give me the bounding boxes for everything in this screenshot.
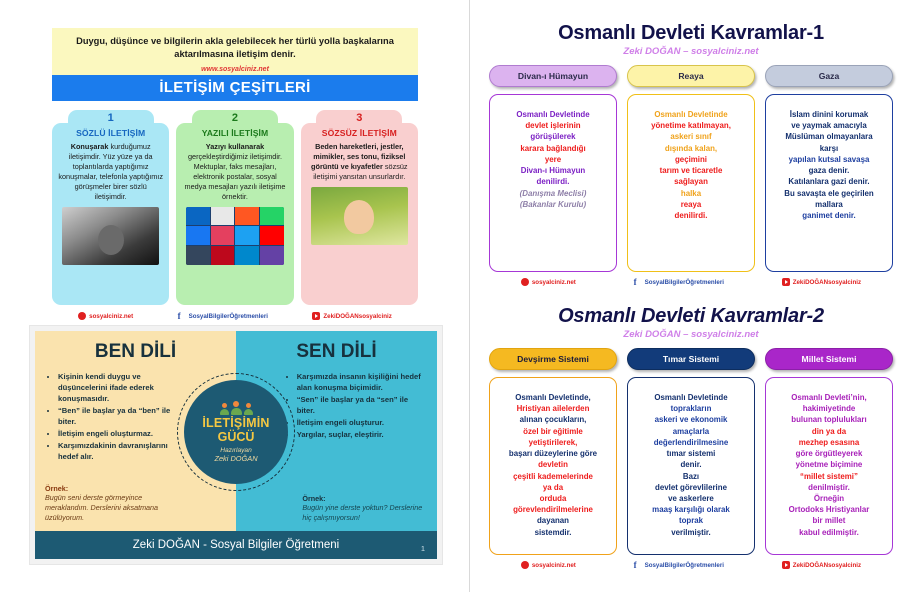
column-body-3: sözsüz iletişimi yansıtan unsurlardır. — [313, 162, 408, 182]
column-sozlu-iletisim — [52, 110, 169, 306]
social-pinterest[interactable] — [521, 278, 576, 286]
photo-face-shape — [344, 200, 374, 234]
column-card-2 — [176, 123, 293, 305]
column-title-1: SÖZLÜ İLETİŞİM — [76, 128, 146, 139]
card-line: Divan-ı Hümayun — [520, 166, 586, 176]
card-line: geçimini — [674, 154, 707, 164]
social-label: sosyalciniz.net — [531, 278, 576, 286]
card-line: devletin — [538, 460, 568, 470]
social-youtube[interactable] — [312, 312, 391, 320]
column-number-1: 1 — [107, 111, 114, 124]
smiling-child-photo — [311, 187, 408, 245]
facebook-icon: f — [177, 311, 181, 322]
card-line: göre örgütleyerek — [795, 449, 863, 459]
card-line: değerlendirilmesine — [653, 437, 729, 447]
card-line: denilmiştir. — [808, 482, 850, 492]
card-line: yönetme biçimine — [795, 460, 863, 470]
card-line: bir millet — [812, 516, 846, 526]
card-line: Osmanlı Devletinde — [516, 110, 590, 119]
column-title-2: YAZILI İLETİŞİM — [201, 128, 269, 139]
card-content — [489, 377, 617, 555]
card-pill-label[interactable]: Devşirme Sistemi — [489, 348, 617, 370]
card-line: yapılan kutsal savaşa — [788, 154, 870, 164]
column-number-2: 2 — [231, 111, 239, 124]
right-page — [470, 0, 912, 592]
card-pill-label[interactable]: Reaya — [627, 65, 755, 87]
card-line: amaçlarla — [672, 426, 710, 436]
facebook-icon: f — [633, 277, 637, 287]
section2-social-row — [470, 561, 912, 569]
sen-dili-example — [302, 494, 427, 523]
dil-inner — [35, 331, 437, 559]
example-label: Örnek: — [302, 493, 326, 503]
card-line: alınan çocukların, — [519, 415, 587, 425]
list-item: • İletişim engeli oluşturur. — [297, 417, 427, 428]
slide-ben-dili-sen-dili — [30, 326, 442, 564]
slide-title-banner: İLETİŞİM ÇEŞİTLERİ — [52, 75, 418, 101]
communication-type-columns — [52, 110, 418, 306]
card-pill-label[interactable]: Millet Sistemi — [765, 348, 893, 370]
section-kavramlar-1 — [470, 22, 912, 286]
card-line: Bu savaşta ele geçirilen — [784, 188, 874, 198]
section2-title: Osmanlı Devleti Kavramlar-2 — [558, 305, 824, 327]
card-line: Osmanlı Devletinde, — [515, 393, 591, 402]
section2-subtitle: Zeki DOĞAN – sosyalciniz.net — [623, 329, 759, 340]
social-label: ZekiDOĞANsosyalciniz — [323, 312, 392, 320]
card-line: denilirdi. — [674, 210, 708, 220]
card-line: “millet sistemi” — [800, 471, 858, 481]
badge-prepared-by-label: Hazırlayan — [220, 446, 252, 454]
card-line: din ya da — [811, 426, 847, 436]
person-head — [246, 403, 251, 408]
column-title-3: SÖZSÜZ İLETİŞİM — [321, 128, 397, 139]
card-line: bulunan toplulukları — [791, 415, 867, 425]
social-youtube[interactable] — [782, 561, 861, 569]
card-line: orduda — [539, 493, 567, 503]
card-line: yönetime katılmayan, — [651, 121, 731, 131]
tile-blank-icon — [211, 207, 235, 226]
twitch-icon — [260, 246, 284, 265]
social-label: SosyalBilgilerÖğretmenleri — [644, 561, 724, 569]
card-line: Katılanlara gazi denir. — [788, 177, 870, 187]
card-line: Ortodoks Hristiyanlar — [788, 505, 870, 515]
card-line: tarım ve ticaretle — [659, 166, 723, 176]
social-youtube[interactable] — [782, 278, 861, 286]
section1-social-row — [470, 278, 912, 286]
card-line: ve yaymak amacıyla — [791, 121, 867, 131]
social-pinterest[interactable] — [521, 561, 576, 569]
page-number: 1 — [420, 544, 425, 553]
card-reaya — [627, 65, 755, 272]
card-line: başarı düzeylerine göre — [508, 449, 598, 459]
column-card-1 — [52, 123, 169, 305]
badge-circle — [184, 380, 288, 484]
card-line: karara bağlandığı — [520, 143, 586, 153]
social-label: sosyalciniz.net — [89, 312, 134, 320]
twitter-icon — [235, 226, 259, 245]
youtube-icon — [782, 561, 790, 569]
photo-face-shape — [98, 225, 124, 255]
card-divan-i-humayun — [489, 65, 617, 272]
card-pill-label[interactable]: Divan-ı Hümayun — [489, 65, 617, 87]
person-body — [244, 409, 253, 415]
sen-dili-title: SEN DİLİ — [296, 341, 377, 362]
card-content — [765, 94, 893, 272]
facebook-icon: f — [633, 560, 637, 570]
list-item: • “Sen” ile başlar ya da “sen” ile biter. — [297, 394, 427, 416]
column-number-3: 3 — [356, 111, 363, 124]
card-line: verilmiştir. — [671, 527, 711, 537]
pinterest-tile-icon — [211, 246, 235, 265]
instagram-icon — [211, 226, 235, 245]
person-icon — [220, 403, 229, 415]
social-pinterest[interactable] — [78, 312, 133, 320]
slide1-social-row — [52, 312, 418, 320]
column-card-3 — [301, 123, 418, 305]
example-label: Örnek: — [45, 483, 69, 493]
card-line: yetiştirilerek, — [528, 437, 578, 447]
section2-cards — [470, 348, 912, 555]
tumblr-icon — [186, 246, 210, 265]
youtube-icon — [782, 278, 790, 286]
card-line: çeşitli kademelerinde — [513, 471, 593, 481]
definition-banner: Duygu, düşünce ve bilgilerin akla gelebilecek her türlü yolla başkalarına aktarılmasına iletişim denir. — [52, 28, 418, 66]
card-line: karşı — [819, 143, 839, 153]
pinterest-icon — [521, 278, 529, 286]
column-body-1: kurduğumuz iletişimdir. Yüz yüze ya da toplantılarda yaptığımız konuşmalar, telefonla yaptığımız görüşmeler birer sözlü iletişimdir. — [58, 142, 163, 201]
card-line: mezhep esasına — [798, 437, 860, 447]
telegram-icon — [235, 246, 259, 265]
list-item: • Karşımızdakinin davranışlarını hedef alır. — [58, 440, 188, 462]
site-url: www.sosyalciniz.net — [52, 66, 418, 75]
card-line: reaya — [680, 199, 702, 209]
slide-iletisim-cesitleri — [52, 28, 418, 322]
card-line: toprakların — [670, 404, 712, 414]
facebook-tile-icon — [186, 226, 210, 245]
footer-text: Zeki DOĞAN - Sosyal Bilgiler Öğretmeni — [132, 539, 340, 551]
card-line: ve askerlere — [668, 493, 714, 503]
social-facebook[interactable] — [634, 561, 724, 569]
social-label: SosyalBilgilerÖğretmenleri — [188, 312, 268, 320]
card-line: toprak — [678, 516, 704, 526]
card-pill-label[interactable]: Tımar Sistemi — [627, 348, 755, 370]
card-gaza — [765, 65, 893, 272]
card-line: devlet görevlilerine — [655, 482, 727, 492]
badge-line-1: İLETİŞİMİN — [202, 416, 270, 431]
card-timar-sistemi — [627, 348, 755, 555]
column-text-3 — [307, 142, 412, 181]
social-label: SosyalBilgilerÖğretmenleri — [644, 278, 724, 286]
card-line: Bazı — [682, 471, 700, 481]
example-text: Bugün yine derste yoktun? Derslerine hiç çalışmıyorsun! — [302, 502, 423, 522]
section1-cards — [470, 65, 912, 272]
column-lead-2: Yazıyı kullanarak — [205, 142, 265, 152]
card-content — [489, 94, 617, 272]
badge-author-name: Zeki DOĞAN — [214, 453, 258, 463]
card-line: İslam dinini korumak — [789, 110, 869, 119]
card-line: tımar sistemi — [666, 449, 716, 459]
card-line: özel bir eğitimle — [523, 426, 583, 436]
card-line: dayanan — [536, 516, 569, 526]
card-line: ganimet denir. — [802, 210, 856, 220]
card-line: Osmanlı Devleti’nin, — [791, 393, 867, 402]
column-text-2 — [182, 142, 287, 201]
person-body — [220, 409, 229, 415]
column-sozsuz-iletisim — [301, 110, 418, 306]
social-media-icons-photo — [186, 207, 283, 265]
whatsapp-icon — [260, 207, 284, 226]
list-item: • “Ben” ile başlar ya da “ben” ile biter. — [58, 405, 188, 427]
person-body — [231, 408, 242, 415]
card-line: Osmanlı Devletinde — [654, 393, 728, 402]
column-lead-3: Beden hareketleri, jestler, mimikler, ses tonu, fiziksel görüntü ve kıyafetler — [311, 142, 406, 172]
person-head — [222, 403, 227, 408]
pinterest-icon — [78, 312, 86, 320]
ben-dili-example — [45, 484, 170, 523]
section1-title: Osmanlı Devleti Kavramlar-1 — [558, 22, 824, 44]
card-line: mallara — [815, 199, 843, 209]
card-line: sistemdir. — [534, 527, 572, 537]
card-line: devlet işlerinin — [525, 121, 581, 131]
badge-line-2: GÜCÜ — [217, 429, 255, 444]
card-line: denir. — [680, 460, 702, 470]
list-item: • Yargılar, suçlar, eleştirir. — [297, 429, 427, 440]
social-facebook[interactable] — [634, 278, 724, 286]
iletisimin-gucu-badge — [177, 373, 295, 491]
card-line: Hristiyan ailelerden — [516, 404, 590, 414]
card-line: askeri sınıf — [670, 132, 712, 142]
column-body-2: gerçekleştirdiğimiz iletişimdir. Mektuplar, faks mesajları, elektronik postalar, sosyal medya mesajları yazılı iletişime örnektir. — [184, 152, 286, 201]
card-line: Müslüman olmayanlara — [785, 132, 873, 142]
list-item: • Kişinin kendi duygu ve düşüncelerini ifade ederek konuşmasıdır. — [58, 371, 188, 404]
section1-subtitle: Zeki DOĞAN – sosyalciniz.net — [623, 46, 759, 57]
card-line: ya da — [542, 482, 564, 492]
pinterest-icon — [521, 561, 529, 569]
card-millet-sistemi — [765, 348, 893, 555]
ben-dili-list — [45, 371, 188, 462]
person-icon — [231, 401, 242, 415]
column-lead-1: Konuşarak — [70, 142, 109, 152]
person-head — [233, 401, 239, 407]
child-on-phone-photo — [62, 207, 159, 265]
people-group-icon — [220, 401, 253, 415]
card-line: gaza denir. — [808, 166, 850, 176]
social-icon-grid — [186, 207, 283, 265]
card-line: görüşülerek — [530, 132, 576, 142]
social-label: ZekiDOĞANsosyalciniz — [792, 278, 862, 286]
card-line: Osmanlı Devletinde — [654, 110, 728, 119]
card-line: sağlayan — [674, 177, 708, 187]
card-content — [627, 377, 755, 555]
reddit-icon — [235, 207, 259, 226]
ben-dili-title: BEN DİLİ — [94, 341, 177, 362]
column-text-1 — [58, 142, 163, 201]
linkedin-icon — [186, 207, 210, 226]
social-facebook[interactable] — [178, 312, 268, 320]
youtube-icon — [312, 312, 320, 320]
sen-dili-list — [284, 371, 427, 440]
youtube-tile-icon — [260, 226, 284, 245]
card-line: halka — [680, 188, 702, 198]
card-line: dışında kalan, — [664, 143, 718, 153]
card-devsirme-sistemi — [489, 348, 617, 555]
social-label: ZekiDOĞANsosyalciniz — [792, 561, 862, 569]
card-line: yere — [544, 154, 562, 164]
card-line: Örneğin — [813, 493, 845, 503]
card-line: (Danışma Meclisi) — [519, 188, 587, 198]
slide2-footer — [35, 531, 437, 559]
card-line: (Bakanlar Kurulu) — [519, 199, 587, 209]
social-label: sosyalciniz.net — [531, 561, 576, 569]
column-yazili-iletisim — [176, 110, 293, 306]
card-line: maaş karşılığı olarak — [652, 505, 730, 515]
card-line: denilirdi. — [536, 177, 570, 187]
card-content — [765, 377, 893, 555]
card-line: görevlendirilmelerine — [513, 505, 593, 515]
section-kavramlar-2 — [470, 305, 912, 569]
example-text: Bugün seni derste görmeyince meraklandım. Derslerini aksatmana üzülüyorum. — [45, 492, 159, 522]
card-line: askeri ve ekonomik — [654, 415, 728, 425]
person-icon — [244, 403, 253, 415]
list-item: • İletişim engeli oluşturmaz. — [58, 428, 188, 439]
card-line: hakimiyetinde — [802, 404, 856, 414]
list-item: • Karşımızda insanın kişiliğini hedef alan konuşma biçimidir. — [297, 371, 427, 393]
card-line: kabul edilmiştir. — [799, 527, 859, 537]
card-pill-label[interactable]: Gaza — [765, 65, 893, 87]
card-content — [627, 94, 755, 272]
